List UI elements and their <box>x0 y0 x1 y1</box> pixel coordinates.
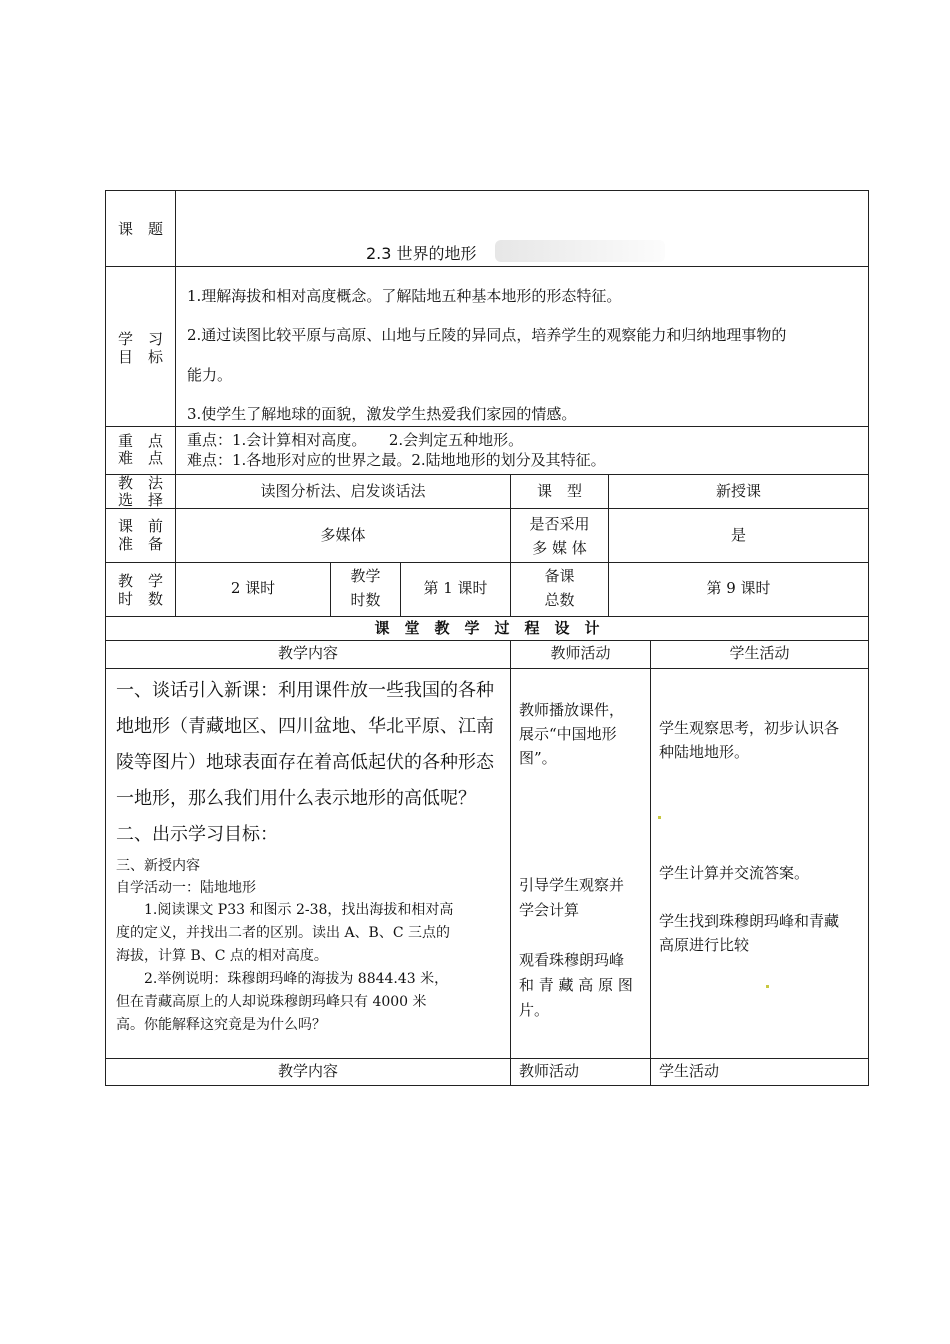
objective-item: 2.通过读图比较平原与高原、山地与丘陵的异同点，培养学生的观察能力和归纳地理事物的 <box>187 326 787 344</box>
student-line: 学生计算并交流答案。 <box>659 864 810 882</box>
watermark-smudge <box>495 240 665 262</box>
col-header-teacher: 教师活动 <box>550 644 611 662</box>
content-line: 地地形（青藏地区、四川盆地、华北平原、江南 <box>116 716 494 737</box>
objectives-label <box>106 330 175 366</box>
total-hours-label <box>511 564 608 612</box>
teacher-line: 图”。 <box>519 749 557 767</box>
section2-student <box>659 861 867 957</box>
prep-value: 多媒体 <box>320 526 366 544</box>
footer-col-student: 学生活动 <box>659 1062 720 1080</box>
prep-label <box>106 517 175 553</box>
content-line: 度的定义，并找出二者的区别。读出 A、B、C 三点的 <box>116 925 451 941</box>
multimedia-label <box>511 512 608 560</box>
teacher-line: 学会计算 <box>519 901 580 919</box>
stray-dot <box>658 816 661 819</box>
keypoints-label-line2: 难 点 <box>117 449 163 467</box>
objective-item: 3.使学生了解地球的面貌，激发学生热爱我们家园的情感。 <box>187 405 577 423</box>
topic-title: 2.3 世界的地形 <box>366 244 477 263</box>
method-value: 读图分析法、启发谈话法 <box>260 482 426 500</box>
student-line: 学生找到珠穆朗玛峰和青藏 <box>659 912 840 930</box>
method-label-line1: 教 法 <box>117 474 163 492</box>
teacher-line: 观看珠穆朗玛峰 <box>519 951 625 969</box>
total-hours-value: 第 9 课时 <box>706 579 771 597</box>
content-line: 一、谈话引入新课：利用课件放一些我国的各种 <box>116 680 494 701</box>
stray-dot <box>766 985 769 988</box>
teach-hours-label-line1: 教学 <box>350 567 381 585</box>
section1-teacher <box>519 698 649 770</box>
process-title: 课 堂 教 学 过 程 设 计 <box>374 619 600 637</box>
content-line: 三、新授内容 <box>116 858 200 874</box>
keypoints-difficulty: 难点：1.各地形对应的世界之最。2.陆地地形的划分及其特征。 <box>187 451 606 469</box>
content-line: 一地形，那么我们用什么表示地形的高低呢？ <box>116 788 476 809</box>
teacher-line: 引导学生观察并 <box>519 876 625 894</box>
section1-student <box>659 716 867 764</box>
method-label-line2: 选 择 <box>117 491 163 509</box>
content-line: 陵等图片）地球表面存在着高低起伏的各种形态 <box>116 752 494 773</box>
footer-col-content: 教学内容 <box>277 1062 338 1080</box>
teach-hours-value: 第 1 课时 <box>423 579 488 597</box>
method-label <box>106 475 175 509</box>
teacher-line <box>519 923 649 948</box>
content-line: 自学活动一：陆地地形 <box>116 880 256 896</box>
total-hours-label-line2: 总数 <box>544 591 575 609</box>
objectives-label-line1: 学 习 <box>117 330 163 348</box>
lesson-type-label: 课 型 <box>536 482 582 500</box>
keypoints-focus: 重点：1.会计算相对高度。 2.会判定五种地形。 <box>187 431 524 449</box>
objectives-label-line2: 目 标 <box>117 348 163 366</box>
content-line: 海拔，计算 B、C 点的相对高度。 <box>116 948 328 964</box>
hours-label-line1: 教 学 <box>117 572 163 590</box>
teacher-line: 教师播放课件， <box>519 701 625 719</box>
teacher-line: 展示“中国地形 <box>519 725 617 743</box>
hours-label <box>106 572 175 608</box>
objective-item: 1.理解海拔和相对高度概念。了解陆地五种基本地形的形态特征。 <box>187 287 622 305</box>
section1-content <box>116 673 510 853</box>
content-line: 但在青藏高原上的人却说珠穆朗玛峰只有 4000 米 <box>116 994 427 1010</box>
content-line: 二、出示学习目标： <box>116 824 278 845</box>
keypoints-label <box>106 433 175 467</box>
col-header-student: 学生活动 <box>729 644 790 662</box>
topic-label: 课 题 <box>117 220 163 238</box>
multimedia-label-line1: 是否采用 <box>529 515 590 533</box>
prep-label-line2: 准 备 <box>117 535 163 553</box>
prep-label-line1: 课 前 <box>117 517 163 535</box>
teach-hours-label <box>331 564 400 612</box>
teach-hours-label-line2: 时数 <box>350 591 381 609</box>
content-line: 2.举例说明：珠穆朗玛峰的海拔为 8844.43 米， <box>116 971 449 987</box>
student-line <box>659 885 867 909</box>
objective-item: 能力。 <box>187 366 233 384</box>
hours-value: 2 课时 <box>230 579 276 597</box>
teacher-line: 和 青 藏 高 原 图 <box>519 976 633 994</box>
section2-teacher <box>519 873 649 1023</box>
student-line: 高原进行比较 <box>659 936 750 954</box>
total-hours-label-line1: 备课 <box>544 567 575 585</box>
hours-label-line2: 时 数 <box>117 590 163 608</box>
multimedia-value: 是 <box>730 526 746 544</box>
lesson-type-value: 新授课 <box>715 482 761 500</box>
section2-content <box>116 855 508 1037</box>
footer-col-teacher: 教师活动 <box>519 1062 580 1080</box>
teacher-line: 片。 <box>519 1001 550 1019</box>
keypoints-label-line1: 重 点 <box>117 432 163 450</box>
content-line: 1.阅读课文 P33 和图示 2-38，找出海拔和相对高 <box>116 902 454 918</box>
student-line: 学生观察思考，初步认识各 <box>659 719 840 737</box>
col-header-content: 教学内容 <box>277 644 338 662</box>
content-line: 高。你能解释这究竟是为什么吗？ <box>116 1017 326 1033</box>
student-line: 种陆地地形。 <box>659 743 750 761</box>
multimedia-label-line2: 多 媒 体 <box>532 539 587 557</box>
